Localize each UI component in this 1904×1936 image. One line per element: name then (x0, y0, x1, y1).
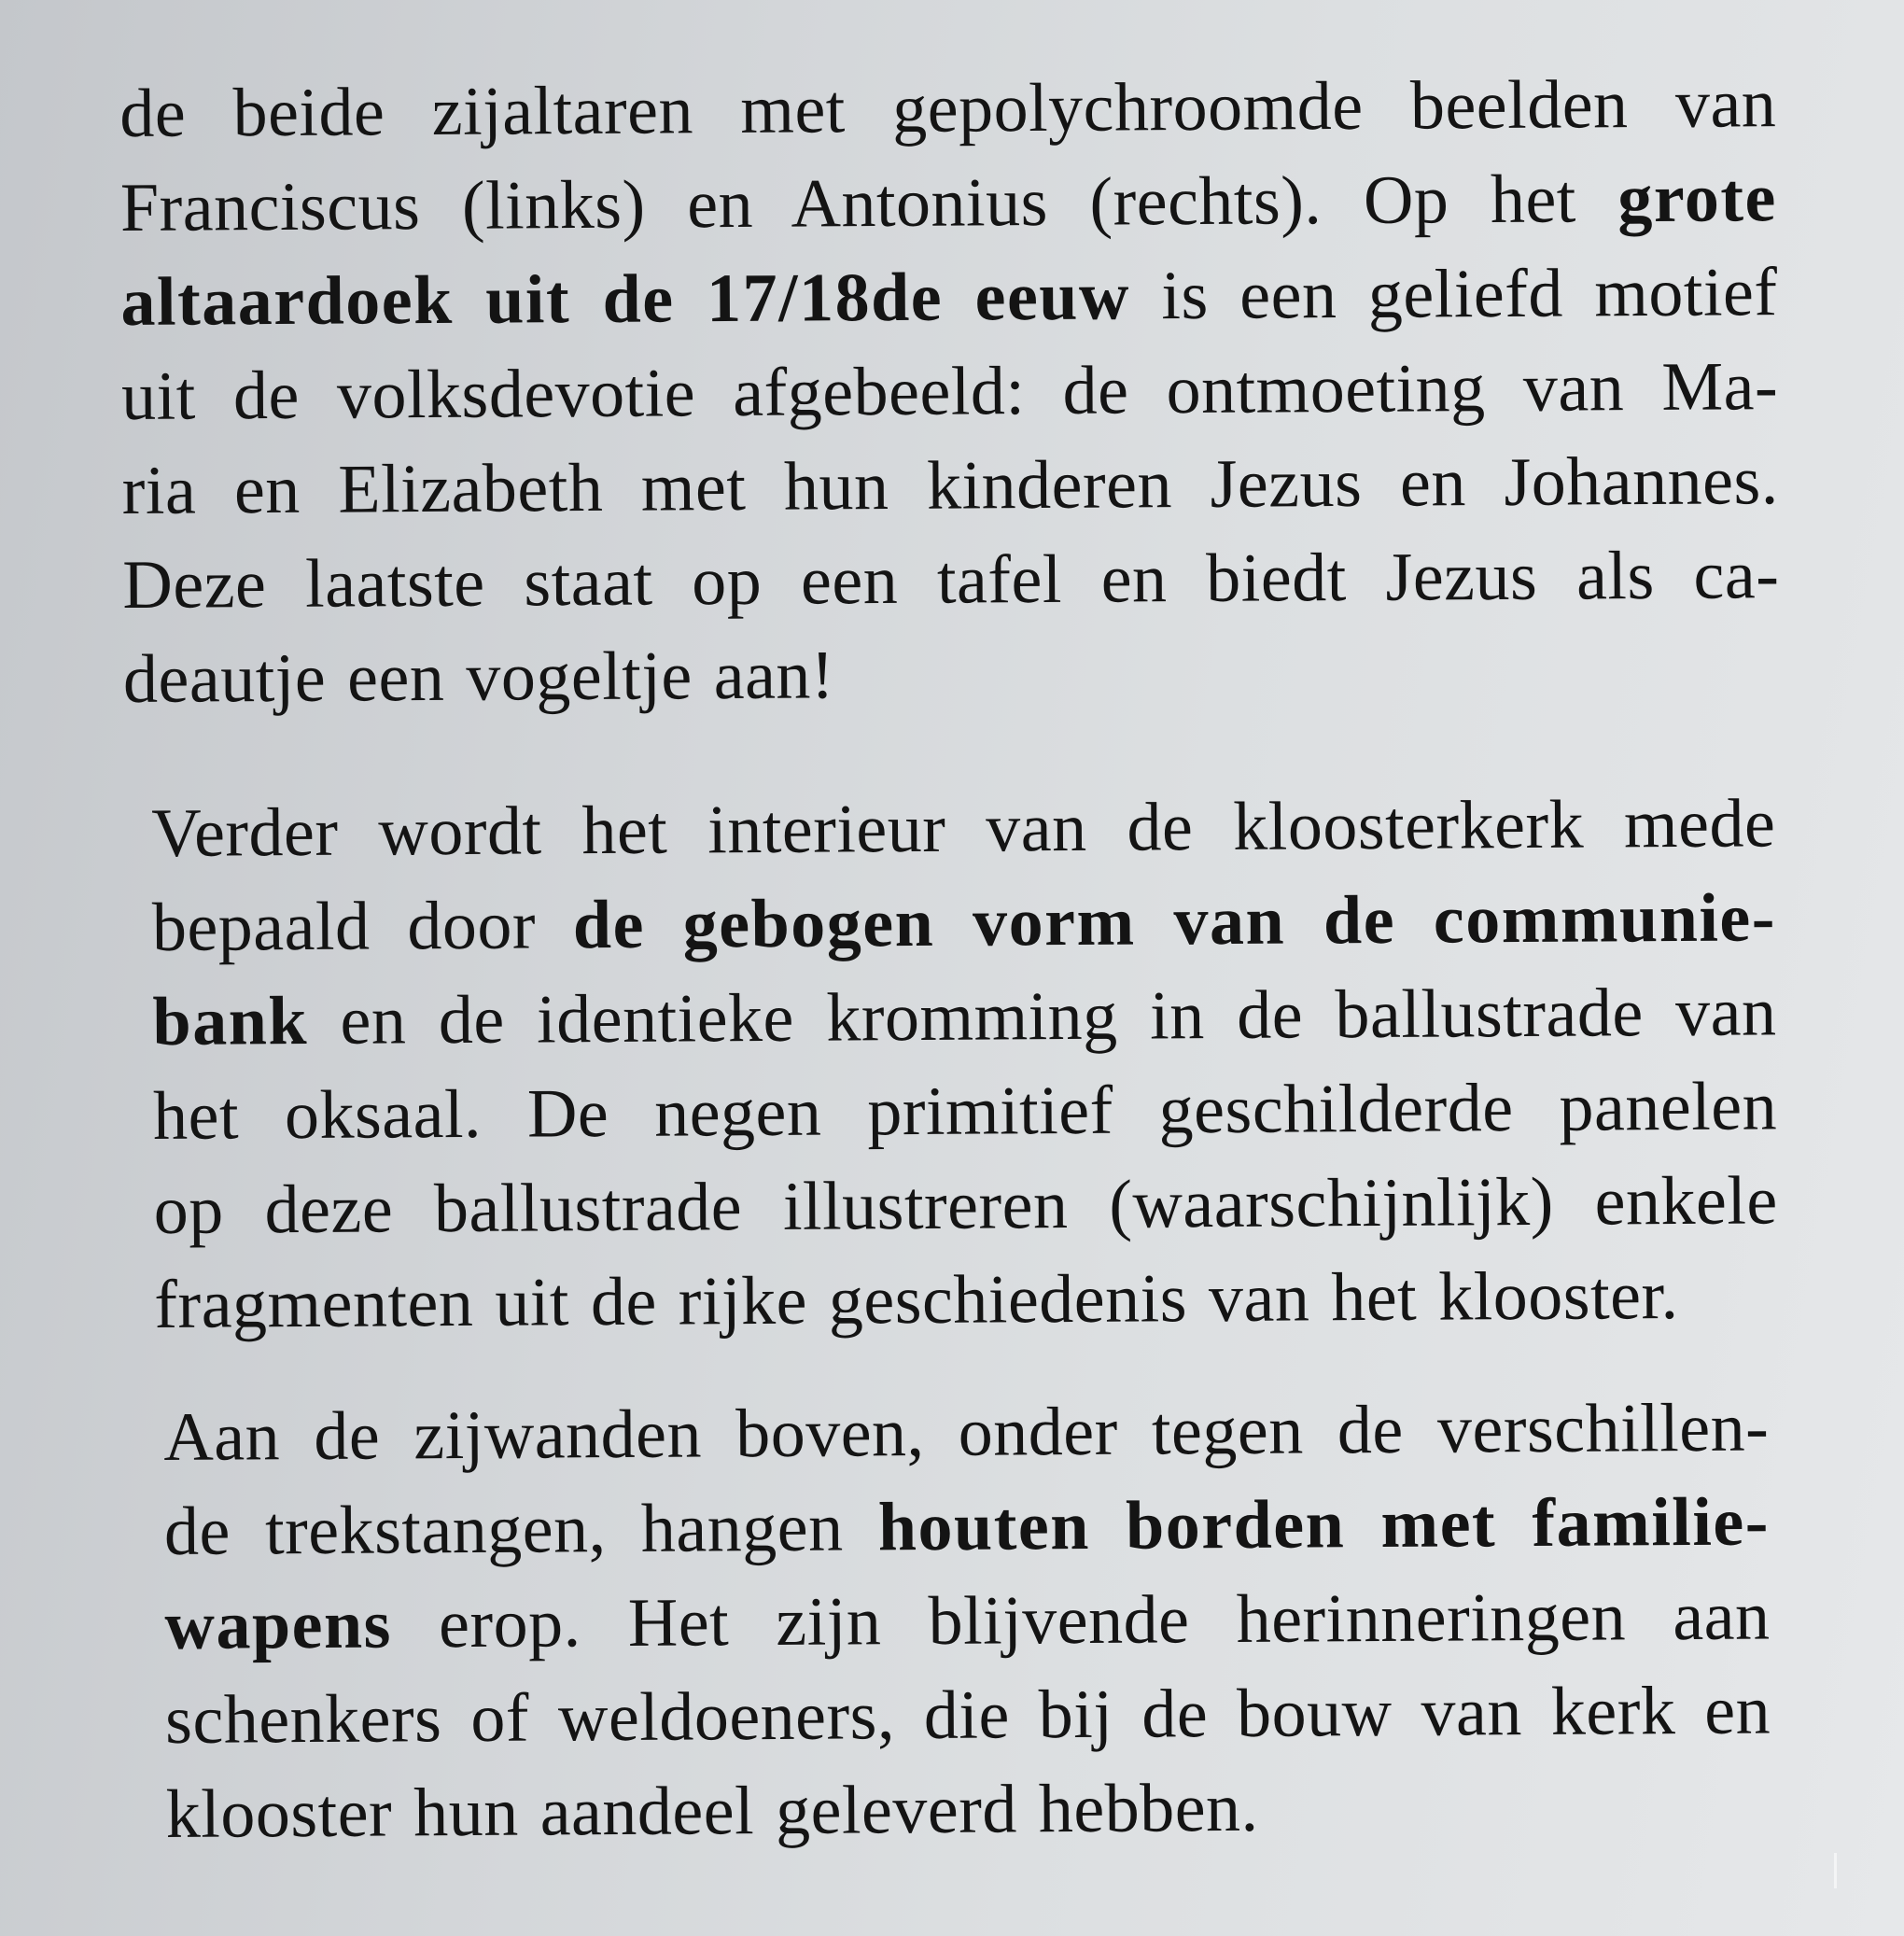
text-line: de trekstangen, hangen houten borden met familie- (163, 1483, 1771, 1570)
text-line: uit de volksdevotie afgebeeld: de ontmoeting van Ma- (120, 348, 1779, 435)
text-line: bepaald door de gebogen vorm van de communie- (151, 879, 1777, 966)
text-line: het oksaal. De negen primitief geschilderde panelen (152, 1068, 1778, 1155)
text-line: Deze laatste staat op een tafel en biedt Jezus als ca- (122, 537, 1780, 624)
bold-phrase: altaardoek uit de 17/18de eeuw (120, 258, 1131, 341)
paragraph-interior (151, 777, 1779, 1353)
text-line: Franciscus (links) en Antonius (rechts). Op het grote (119, 160, 1778, 246)
text-line: klooster hun aandeel geleverd hebben. (165, 1769, 1259, 1853)
bold-phrase: houten borden met familie- (877, 1483, 1771, 1566)
glare-mark (1834, 1853, 1837, 1888)
text-line: de beide zijaltaren met gepolychroomde beelden van (119, 65, 1777, 152)
text-line: Verder wordt het interieur van de kloosterkerk mede (151, 785, 1776, 872)
text-line: op deze ballustrade illustreren (waarschijnlijk) enkele (153, 1162, 1778, 1249)
paragraph-side-altars (119, 57, 1780, 727)
text-line: deautje een vogeltje aan! (122, 637, 835, 718)
text-line: schenkers of weldoeners, die bij de bouw van kerk en (164, 1672, 1771, 1759)
bold-phrase: bank (152, 982, 309, 1060)
text-line: ria en Elizabeth met hun kinderen Jezus en Johannes. (121, 442, 1779, 529)
paragraph-coats-of-arms (163, 1381, 1771, 1861)
bold-phrase: grote (1617, 160, 1778, 238)
text-line: bank en de identieke kromming in de ballustrade van (152, 974, 1777, 1060)
bold-phrase: de gebogen vorm van de communie- (572, 879, 1777, 964)
text-line: wapens erop. Het zijn blijvende herinneringen aan (164, 1578, 1771, 1664)
bold-phrase: wapens (164, 1586, 393, 1664)
text-line: fragmenten uit de rijke geschiedenis van het klooster. (154, 1257, 1679, 1343)
text-line: altaardoek uit de 17/18de eeuw is een geliefd motief (120, 254, 1778, 341)
text-line: Aan de zijwanden boven, onder tegen de verschillen- (163, 1389, 1770, 1476)
